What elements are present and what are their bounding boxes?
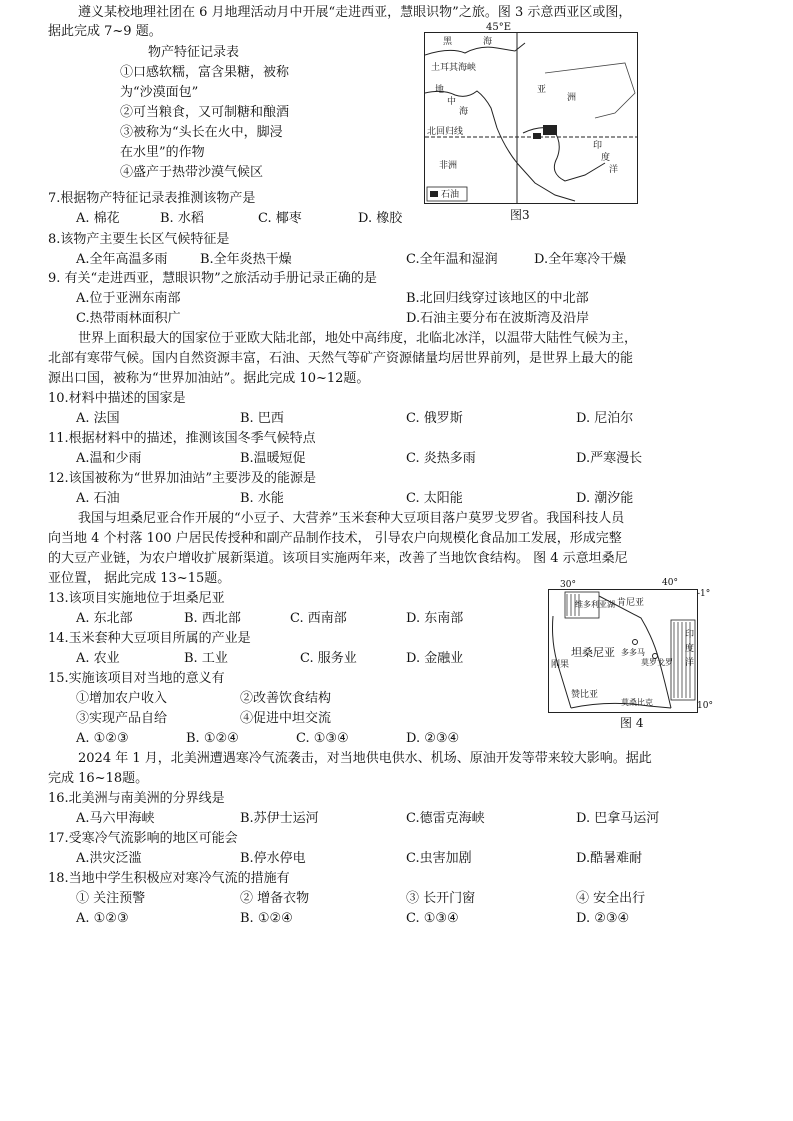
option: C.虫害加剧: [406, 851, 472, 866]
map-label: 印: [685, 630, 695, 640]
map-label: 莫桑比克: [621, 698, 653, 707]
intro-paragraph: 北部有寒带气候。国内自然资源丰富，石油、天然气等矿产资源储量均居世界前列，是世界上最大的能: [48, 351, 634, 366]
option: D. 潮汐能: [576, 491, 634, 506]
option: B. 水稻: [160, 211, 204, 226]
asia-border: [545, 63, 635, 118]
intro-paragraph: 我国与坦桑尼亚合作开展的“小豆子、大营养”玉米套种大豆项目落户莫罗戈罗省。我国科技人员: [78, 511, 625, 526]
question-stem: 16.北美洲与南美洲的分界线是: [48, 791, 225, 806]
option: B.温暖短促: [240, 451, 306, 466]
question-stem: 7.根据物产特征记录表推测该物产是: [48, 191, 256, 206]
tropic-label: 北回归线: [427, 127, 464, 137]
map-label: 洲: [567, 93, 577, 103]
option: D.酷暑难耐: [576, 851, 643, 866]
option: D.石油主要分布在波斯湾及沿岸: [406, 311, 590, 326]
option: A.洪灾泛滥: [76, 851, 142, 866]
question-stem: 10.材料中描述的国家是: [48, 391, 186, 406]
map-label: 赞比亚: [571, 690, 599, 700]
figure-3-map: [424, 32, 638, 204]
figure-4-caption: 图 4: [620, 716, 644, 730]
legend-oil-symbol: [430, 191, 438, 197]
intro-paragraph: 世界上面积最大的国家位于亚欧大陆北部，地处中高纬度，北临北冰洋，以温带大陆性气候为主，: [78, 331, 638, 346]
latitude-label: 10°: [697, 701, 713, 711]
longitude-label: 30°: [560, 580, 576, 590]
option: A. 东北部: [76, 611, 133, 626]
option: D.全年寒冷干燥: [534, 252, 627, 267]
black-sea-coast: [425, 43, 525, 55]
question-stem: 12.该国被称为“世界加油站”主要涉及的能源是: [48, 471, 316, 486]
option: B.苏伊士运河: [240, 811, 319, 826]
option: A.温和少雨: [76, 451, 142, 466]
map-label: 维多利亚湖: [575, 600, 615, 609]
option: C. 炎热多雨: [406, 451, 476, 466]
question-stem: 9. 有关“走进西亚，慧眼识物”之旅活动手册记录正确的是: [48, 271, 377, 286]
option: A.位于亚洲东南部: [76, 291, 181, 306]
figure-3-caption: 图3: [510, 208, 530, 222]
meridian-label: 45°E: [486, 22, 512, 33]
option: D.严寒漫长: [576, 451, 643, 466]
option: C.德雷克海峡: [406, 811, 485, 826]
option: A. ①②③: [76, 731, 129, 746]
map-label: 度: [601, 153, 611, 163]
option: A. 农业: [76, 651, 120, 666]
intro-paragraph: 完成 16~18题。: [48, 771, 149, 786]
statement-item: ② 增备衣物: [240, 891, 310, 906]
record-line: 为“沙漠面包”: [120, 85, 199, 100]
map-label: 黑: [443, 37, 453, 47]
question-stem: 11.根据材料中的描述，推测该国冬季气候特点: [48, 431, 316, 446]
record-line: ④盛产于热带沙漠气候区: [120, 165, 264, 180]
oil-area: [543, 125, 557, 135]
option: C. 服务业: [300, 651, 357, 666]
option: A. 法国: [76, 411, 120, 426]
option: B. 水能: [240, 491, 284, 506]
option: D. 尼泊尔: [576, 411, 634, 426]
option: B. 西北部: [184, 611, 241, 626]
option: C. ①③④: [296, 731, 349, 746]
intro-paragraph: 向当地 4 个村落 100 户居民传授种和副产品制作技术， 引导农户向规模化食品加工发展，形成完整: [48, 531, 622, 546]
map-label: 海: [483, 37, 493, 47]
option: C. 西南部: [290, 611, 347, 626]
option: B. 工业: [184, 651, 228, 666]
question-stem: 17.受寒冷气流影响的地区可能会: [48, 831, 238, 846]
record-title: 物产特征记录表: [148, 45, 240, 60]
option: C.全年温和湿润: [406, 252, 498, 267]
option: D. 橡胶: [358, 211, 403, 226]
option: D. 巴拿马运河: [576, 811, 660, 826]
question-stem: 13.该项目实施地位于坦桑尼亚: [48, 591, 225, 606]
option: D. ②③④: [406, 731, 460, 746]
map-label: 土耳其海峡: [431, 63, 477, 73]
map-label: 亚: [537, 85, 547, 95]
option: C. ①③④: [406, 911, 459, 926]
option: B.停水停电: [240, 851, 306, 866]
statement-item: ④ 安全出行: [576, 891, 646, 906]
figure-4-map: [548, 589, 698, 713]
question-stem: 18.当地中学生积极应对寒冷气流的措施有: [48, 871, 290, 886]
intro-paragraph: 源出口国，被称为“世界加油站”。据此完成 10~12题。: [48, 371, 370, 386]
legend-label: 石油: [441, 190, 460, 200]
record-line: ②可当粮食，又可制糖和酿酒: [120, 105, 290, 120]
map-label: 海: [459, 107, 469, 117]
map-label: 洋: [609, 165, 619, 175]
statement-item: ①增加农户收入: [76, 691, 168, 706]
option: D. ②③④: [576, 911, 630, 926]
map-label: 多多马: [621, 648, 645, 657]
option: A. ①②③: [76, 911, 129, 926]
option: C. 太阳能: [406, 491, 463, 506]
option: A. 石油: [76, 491, 120, 506]
intro-paragraph: 2024 年 1 月，北美洲遭遇寒冷气流袭击，对当地供电供水、机场、原油开发等带来较大影响。据此: [78, 751, 652, 766]
record-line: 在水里”的作物: [120, 145, 205, 160]
option: D. 金融业: [406, 651, 464, 666]
question-stem: 8.该物产主要生长区气候特征是: [48, 232, 230, 247]
record-line: ③被称为“头长在火中，脚浸: [120, 125, 283, 140]
longitude-label: 40°: [662, 578, 678, 588]
map-label: 坦桑尼亚: [571, 646, 615, 659]
statement-item: ③实现产品自给: [76, 711, 168, 726]
option: C. 椰枣: [258, 211, 302, 226]
map-label: 肯尼亚: [617, 598, 645, 608]
intro-paragraph: 亚位置， 据此完成 13~15题。: [48, 571, 231, 586]
map-label: 地: [435, 85, 445, 95]
question-stem: 14.玉米套种大豆项目所属的产业是: [48, 631, 251, 646]
map-label: 刚果: [551, 660, 570, 670]
oil-area: [533, 133, 541, 139]
question-stem: 15.实施该项目对当地的意义有: [48, 671, 225, 686]
dodoma-marker: [633, 640, 638, 645]
option: A.全年高温多雨: [76, 252, 168, 267]
record-line: ①口感软糯，富含果糖，被称: [120, 65, 290, 80]
map-label: 洋: [685, 658, 695, 668]
intro-paragraph: 的大豆产业链，为农户增收扩展新渠道。该项目实施两年来，改善了当地饮食结构。 图 4 示意坦桑尼: [48, 551, 628, 566]
statement-item: ②改善饮食结构: [240, 691, 332, 706]
map-label: 莫罗戈罗: [641, 658, 673, 667]
option: B. ①②④: [186, 731, 239, 746]
statement-item: ④促进中坦交流: [240, 711, 332, 726]
statement-item: ③ 长开门窗: [406, 891, 476, 906]
map-label: 非洲: [439, 161, 458, 171]
map-label: 度: [685, 644, 695, 654]
option: C.热带雨林面积广: [76, 311, 181, 326]
option: B. 巴西: [240, 411, 284, 426]
map-label: 中: [447, 97, 457, 107]
option: C. 俄罗斯: [406, 411, 463, 426]
latitude-label: -1°: [697, 589, 711, 599]
option: A.马六甲海峡: [76, 811, 155, 826]
red-sea-coast: [425, 91, 575, 201]
option: D. 东南部: [406, 611, 464, 626]
option: B.全年炎热干燥: [200, 252, 292, 267]
intro-paragraph: 据此完成 7~9 题。: [48, 24, 162, 39]
option: A. 棉花: [76, 211, 120, 226]
map-label: 印: [593, 141, 603, 151]
option: B.北回归线穿过该地区的中北部: [406, 291, 589, 306]
intro-paragraph: 遵义某校地理社团在 6 月地理活动月中开展“走进西亚，慧眼识物”之旅。图 3 示意西亚区或图，: [78, 5, 632, 20]
option: B. ①②④: [240, 911, 293, 926]
statement-item: ① 关注预警: [76, 891, 146, 906]
west-asia-map-drawing: [425, 33, 637, 203]
